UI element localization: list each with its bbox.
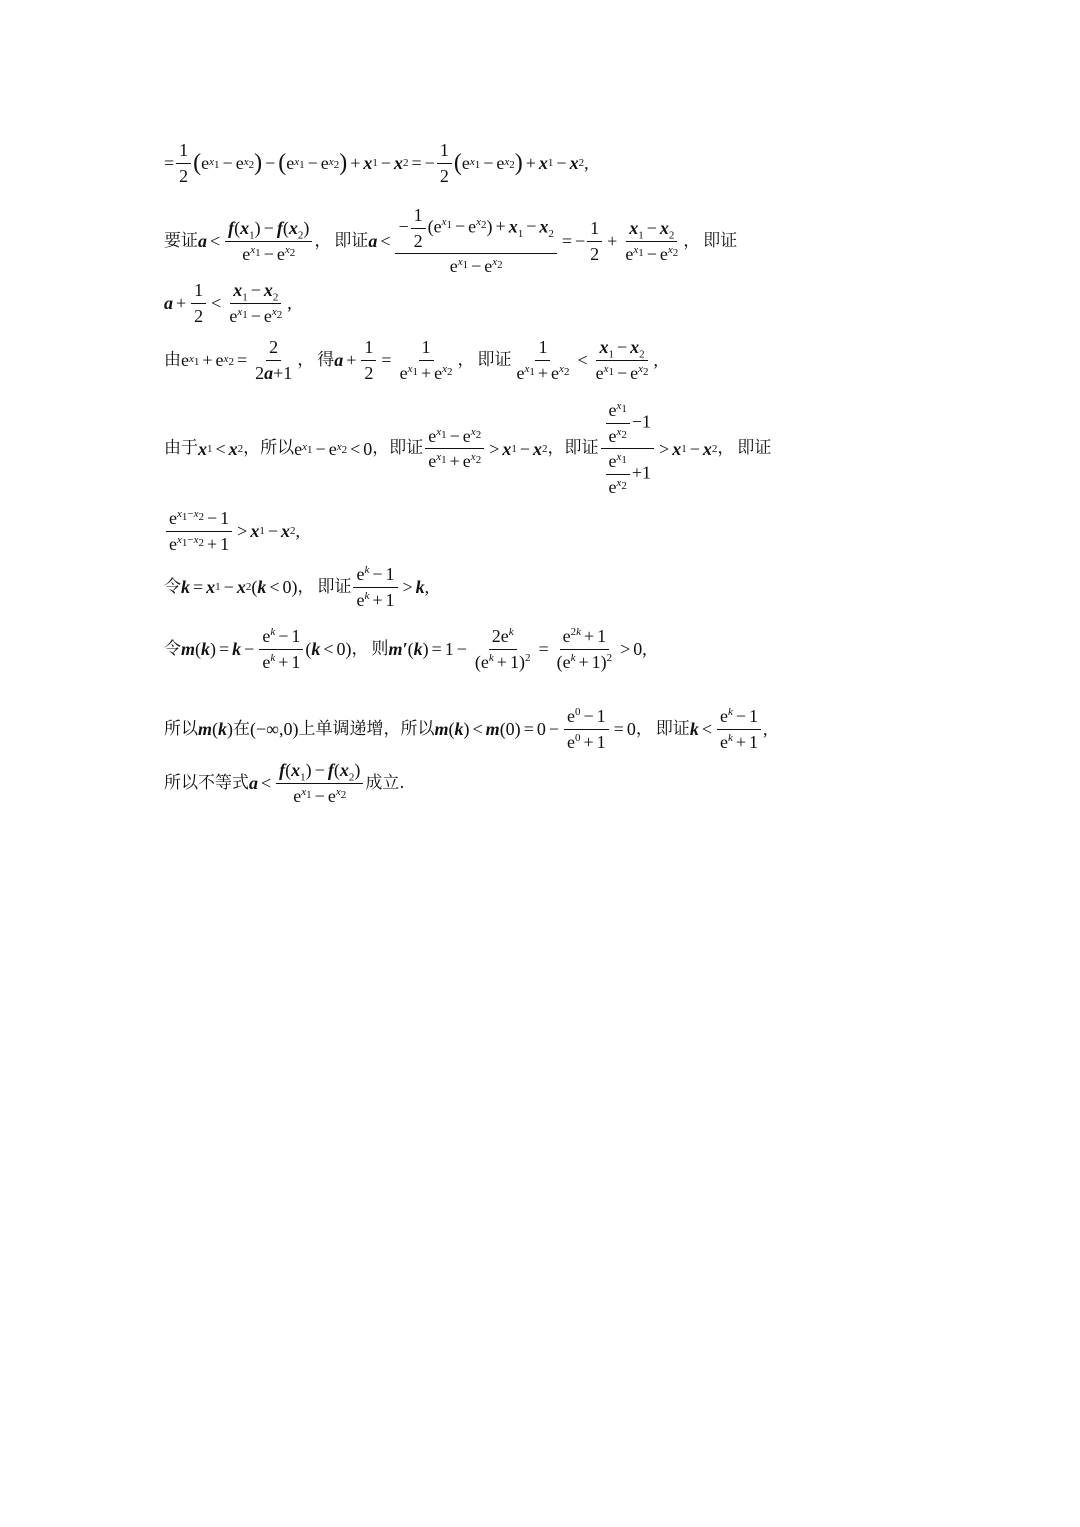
equation-line-9: 所以 m ( k ) 在 (−∞,0) 上单调递增 ， 所以 m ( k ) < m (0) = 0 − $\frac{e^0 - 1}{e^0 + 1}$ = 0 ， 即证 k < $\frac{e^k - 1}{e^k + 1}$ ,: [164, 706, 768, 752]
equation-line-10: 所以不等式 a < $\frac{f(x_1) - f(x_2)}{e^{x_1} - e^{x_2}}$ 成立.: [164, 760, 405, 806]
equation-line-4: 由 e $x_1$ + e $x_2$ = $\frac{2}{2a+1}$ ， 得 a + $\frac{1}{2}$ = $\frac{1}{e^{x_1} + e^{x_2}}$ ， 即证 $\frac{1}{e^{x_1} + e^{x_2}}$ < $\frac{x_1 - x_2}{e^{x_1} - e^{x_2}}$ ,: [164, 337, 659, 383]
text-yaozheng: 要证: [164, 230, 198, 251]
equation-line-5: 由于 x 1 < x 2 ， 所以 e $x_1$ − e $x_2$ < 0 ， 即证 $\frac{e^{x_1} - e^{x_2}}{e^{x_1} + e^{x_2}}$ > x 1 − x 2 ， 即证 $\frac{e^{x_1}}{e^{x_2}}$ −1 $\frac{e^{x_1}}{e^{x_2}}$ +1 > x 1 − x 2 ， 即证: [164, 400, 772, 498]
equation-line-6: $\frac{e^{x_1-x_2} - 1}{e^{x_1-x_2} + 1}$ > x 1 − x 2 ,: [164, 508, 300, 554]
equation-line-2: 要证 a < $\frac{f(x_1) - f(x_2)}{e^{x_1} - e^{x_2}}$ ， 即证 a < − $\frac{1}{2}$ $(e^{x_1} - e^{x_2}) + x_1 - x_2$ $e^{x_1} - e^{x_2}$ = − $\frac{1}{2}$ + $\frac{x_1 - x_2}{e^{x_1} - e^{x_2}}$ ， 即证: [164, 205, 738, 277]
equation-line-3: a + $\frac{1}{2}$ < $\frac{x_1 - x_2}{e^{x_1} - e^{x_2}}$ ,: [164, 280, 292, 326]
equation-line-8: 令 m ( k ) = k − $\frac{e^k - 1}{e^k + 1}$ ( k < 0) ， 则 m′ ( k ) = 1 − $\frac{2e^k}{(e^k + 1)^2}$ = $\frac{e^{2k} + 1}{(e^k + 1)^2}$ > 0,: [164, 626, 647, 672]
text-jizheng: 即证: [334, 230, 369, 251]
equation-line-1: = $\frac{1}{2}$ ( e $x_1$ − e $x_2$ ) − ( e $x_1$ − e $x_2$ ) + x 1 − x 2 = − $\frac{1}{2}$ ( e $x_1$ − e $x_2$ ) + x 1 − x 2 ,: [164, 140, 589, 186]
equation-line-7: 令 k = x 1 − x 2 ( k < 0) ， 即证 $\frac{e^k - 1}{e^k + 1}$ > k ,: [164, 564, 430, 610]
